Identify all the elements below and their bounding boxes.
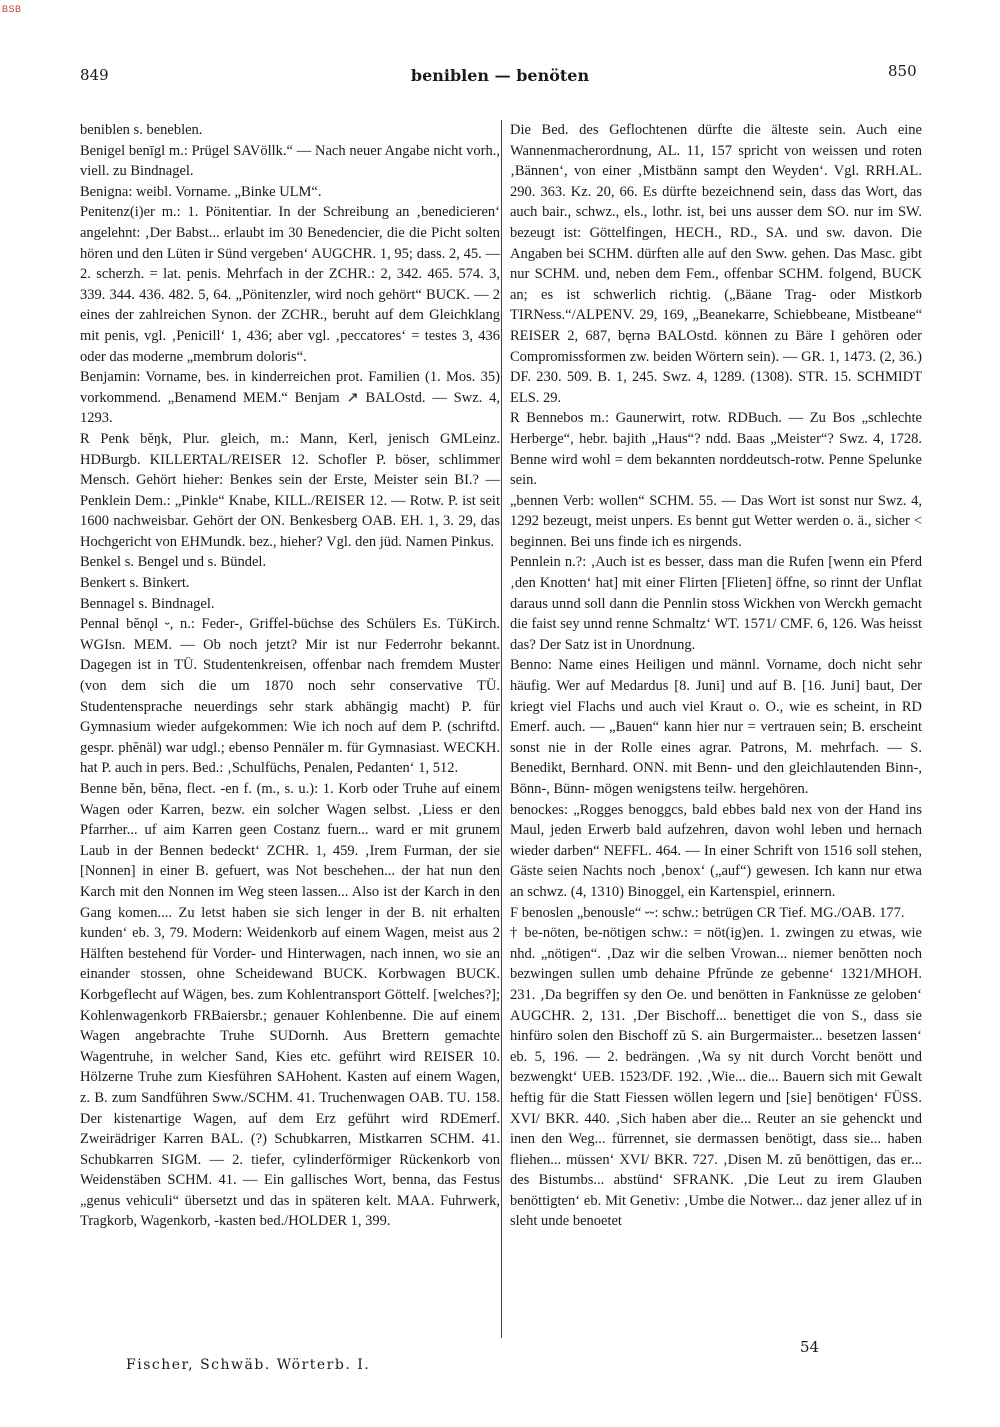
footer-sheet-number: 54 xyxy=(800,1338,820,1356)
entry-benigna: Benigna: weibl. Vorname. „Binke ULM“. xyxy=(80,183,322,200)
entry-beniblen: beniblen s. beneblen. xyxy=(80,122,203,138)
entry-benno: Benno: Name eines Heiligen und männl. Vorname, doch nicht sehr häufig. Wer auf Medardus [8. Juni] und auf B. [16. Juni] baut, Der kriegt viel Flachs und auch viel Kraut o. O., wie es scheint, in RD Emerf. auch. — „Bauen“ kann hier nur = vertrauen sein; B. erscheint sonst nie in der Rolle eines agrar. Patrons, M. mehrfach. — S. Benedikt, Bernhard. ONN. mit Benn- und den gleichlautenden Binn-, Bönn-, Bünn- mögen wenigstens teilw. hergehören. xyxy=(510,657,922,797)
entry-benoeten: † be-nöten, be-nötigen schw.: = nöt(ig)en. 1. zwingen zu etwas, wie nhd. „nötigen“. ‚Daz wir die selben Vrowan... niemer benŏtten noch bezwingen sullen umb dehaine Pfrŭnde ze gebenne‘ 1321/MHOH. 231. ‚Da begriffen sy den Oe. und benötten in Fanknüsse ze geloben‘ AUGCHR. 2, 131. ‚Der Bischoff... benettiget die von S., dass sie hinfüro solen den Bischoff zŭ S. ain Burgermaister... besetzen lassen‘ eb. 5, 196. — 2. bedrängen. ‚Wa sy nit durch Vorcht benött und bezwengkt‘ UEB. 1523/DF. 192. ‚Wie... die... Bauern sich mit Gewalt heftig für die Statt Fiessen wöllen legern und [sie] benötigen‘ FÜSS. XVI/ BKR. 440. ‚Sich haben aber die... Reuter an sie gehenckt und inen den Weg... fürrennet, sie dermassen benötigt, dass sie... haben fliehen... müssen‘ XVI/ BKR. 727. ‚Disen M. zŭ benöttigen, das er... des Bistumbs... abstünd‘ SFRANK. ‚Die Leut zu irem Glauben benöttigten‘ eb. Mit Genetiv: ‚Umbe die Notwer... daz jener allez uf in sleht unde benoetet xyxy=(510,925,922,1230)
entry-penk: R Penk bĕŋk, Plur. gleich, m.: Mann, Kerl, jenisch GMLeinz. HDBurgb. KILLERTAL/REISER 12. Schofler P. böser, schlimmer Mensch. Gehört hieher: Benkes sein der Erste, Meister sein BI.? — Penklein Dem.: „Pinkle“ Knabe, KILL./REISER 12. — Rotw. P. ist seit 1600 nachweisbar. Gehört der ON. Benkesberg OAB. EH. 1, 3. 29, das Hochgericht von EHMundk. bez., hieher? Vgl. den jüd. Namen Pinkus. xyxy=(80,430,500,550)
entry-benne: Benne bĕn, bĕnə, flect. -en f. (m., s. u.): 1. Korb oder Truhe auf einem Wagen oder Karren, bezw. ein solcher Wagen selbst. ‚Liess er den Pfarrher... uf aim Karren geen Costanz fuern... ward er mit grunem Laub in der Bennen bedeckt‘ ZCHR. 1, 459. ‚Irem Furman, der sie [Nonnen] in einer B. gefuert, was Not beschehen... der hat nun den Karch mit den Nonnen im Weg steen lassen... Also ist der Karch in den Gang komen.... Zu letst haben sie sich lenger in der B. nit erhalten kunden‘ eb. 3, 79. Modern: Weidenkorb auf einem Wagen, meist aus 2 Hälften bestehend für Vorder- und Hinterwagen, nach innen, wo sie an einander stossen, ohne Scheidewand BUCK. Korbwagen BUCK. Korbgeflecht auf Wägen, bes. zum Kohlentransport Göttelf. [welches?]; Kohlenwagenkorb FRBaiersbr.; genauer Kohlenbenne. Die auf einem Wagen angebrachte Truhe SUDornh. Aus Brettern gemachte Wagentruhe, in welcher Sand, Kies etc. geführt wird REISER 10. Hölzerne Truhe zum Kiesführen SAHohent. Kasten auf einem Wagen, z. B. zum Sandführen Sww./SCHM. 41. Truchenwagen OAB. TU. 158. Der kistenartige Wagen, auf dem Erz geführt wird RDEmerf. Zweirädriger Karren BAL. (?) Schubkarren, Mistkarren SCHM. 41. Schubkarren SIGM. — 2. tiefer, cylinderförmiger Rückenkorb von Weidenstäben SCHM. 41. — Ein gallisches Wort, benna, das Festus „genus vehiculi“ übersetzt und das in späteren kelt. MAA. Fuhrwerk, Tragkorb, Wagenkorb, -kasten bed./HOLDER 1, 399. xyxy=(80,781,500,1230)
entry-bennen: „bennen Verb: wollen“ SCHM. 55. — Das Wort ist sonst nur Swz. 4, 1292 bezeugt, meist unpers. Es bennt gut Wetter werden o. ä., sicher < beginnen. Bei uns finde ich es nirgends. xyxy=(510,492,922,550)
entry-benkert: Benkert s. Binkert. xyxy=(80,575,190,592)
entry-benjamin: Benjamin: Vorname, bes. in kinderreichen prot. Familien (1. Mos. 35) vorkommend. „Benamend MEM.“ Benjam ↗ BALOstd. — Swz. 4, 1293. xyxy=(80,369,500,427)
library-stamp: BSB xyxy=(2,4,22,14)
entry-benoslen: F benoslen „benousle“ ⏑⏑: schw.: betrügen CR Tief. MG./OAB. 177. xyxy=(510,904,905,921)
entry-benigel: Benigel benīgl m.: Prügel SAVöllk.“ — Nach neuer Angabe nicht vorh., viell. zu Bindnagel. xyxy=(80,142,500,180)
column-divider xyxy=(501,120,502,1338)
entry-benne-continued: Die Bed. des Geflochtenen dürfte die älteste sein. Auch eine Wannenmacherordnung, AL. 11, 157 spricht von weissen und roten ‚Bännen‘, von einer ‚Mistbänn sampt den Weyden‘. Vgl. RRH.AL. 290. 363. Kz. 20, 66. Es dürfte bezeichnend sein, dass das Wort, das auch bair., schwz., els., lothr. ist, bei uns ausser dem SO. nur im SW. bezeugt ist: Göttelfingen, HECH., RD., SA. und sw. davon. Die Angaben bei SCHM. dürften alle auf den Sww. gehen. Das Masc. gibt nur SCHM. und, neben dem Fem., offenbar SCHM. folgend, BUCK an; es ist schwerlich richtig. („Bäane Trag- oder Mistkorb TIRNess.“/ALPENV. 29, 169, „Beanekarre, Schiebbeane, Mistbeane“ REISER 2, 687, bęrnə BALOstd. können zu Bäre I gehören oder Compromissformen zw. beiden Wörtern sein). — GR. 1, 1473. (2, 36.) DF. 230. 509. B. 1, 245. Swz. 4, 1289. (1308). STR. 15. SCHMIDT ELS. 29. xyxy=(510,122,922,406)
entry-benkel: Benkel s. Bengel und s. Bündel. xyxy=(80,554,267,571)
entry-penitenzier: Penitenz(i)er m.: 1. Pönitentiar. In der Schreibung an ‚benedicieren‘ angelehnt: ‚Der Babst... erlaubt im 30 Benedencier, die die Picht solten hören und den Lüten ir Sünd vergeben‘ AUGCHR. 1, 95; dass. 2, 45. — 2. scherzh. = lat. penis. Mehrfach in der ZCHR.: 2, 342. 465. 574. 3, 339. 344. 436. 482. 5, 64. „Pönitenzler, wird noch gehört“ BUCK. — 2 eines der zahlreichen Synon. der ZCHR., beruht auf dem Gleichklang mit penis, vgl. ‚Penicill‘ 1, 436; aber vgl. ‚peccatores‘ = testes 3, 436 oder das moderne „membrum doloris“. xyxy=(80,204,500,365)
right-page-number: 850 xyxy=(888,62,917,80)
footer-author-work: Fischer, Schwäb. Wörterb. I. xyxy=(126,1357,371,1373)
entry-pennlein: Pennlein n.?: ‚Auch ist es besser, dass man die Rufen [wenn ein Pferd ‚den Knotten‘ hat] mit einer Flirten [Flieten] öffne, so rinnt der Unflat daraus unnd soll dann die Pennlin stoss Wickhen von Werckh gemacht die faist sey unnd renne Schmaltz‘ WT. 1571/ CMF. 6, 126. Was heisst das? Der Satz ist in Unordnung. xyxy=(510,554,922,653)
entry-pennal: Pennal bĕnǫl ⏑, n.: Feder-, Griffel-büchse des Schülers Es. TüKirch. WGIsn. MEM. — Ob noch jetzt? Mir ist nur Federrohr bekannt. Dagegen ist in TÜ. Studentenkreisen, offenbar nach fremdem Muster (von dem sich die um 1870 noch sehr conservative TÜ. Studentensprache neuerdings sehr stark abhängig macht) P. für Gymnasium wieder aufgekommen: Wie ich noch auf dem P. (schriftd. gespr. phĕnäl) war udgl.; ebenso Pennäler m. für Gymnasiast. WECKH. hat P. auch in pers. Bed.: ‚Schulfüchs, Penalen, Pedanten‘ 1, 512. xyxy=(80,616,500,777)
left-page-number: 849 xyxy=(80,66,109,84)
right-column xyxy=(510,120,922,1232)
entry-bennagel: Bennagel s. Bindnagel. xyxy=(80,595,215,612)
entry-benockes: benockes: „Rogges benoggcs, bald ebbes bald nex von der Hand ins Maul, jeden Erwerb bald aufzehren, davon wohl leben und hernach wieder darben“ NEFFL. 464. — In einer Schrift von 1516 soll stehen, Gäste seien Nachts noch ‚benox‘ („auf“) gewesen. Ich kann nur etwa an schwz. (4, 1310) Binoggel, ein Kartenspiel, erinnern. xyxy=(510,801,922,900)
running-headword: beniblen — benöten xyxy=(410,66,590,85)
left-column xyxy=(80,120,500,1232)
entry-bennebos: R Bennebos m.: Gaunerwirt, rotw. RDBuch. — Zu Bos „schlechte Herberge“, hebr. bajith „Haus“? ndd. Baas „Meister“? Swz. 4, 1728. Benne wird wohl = dem bekannten norddeutsch-rotw. Penne Spelunke sein. xyxy=(510,410,922,489)
